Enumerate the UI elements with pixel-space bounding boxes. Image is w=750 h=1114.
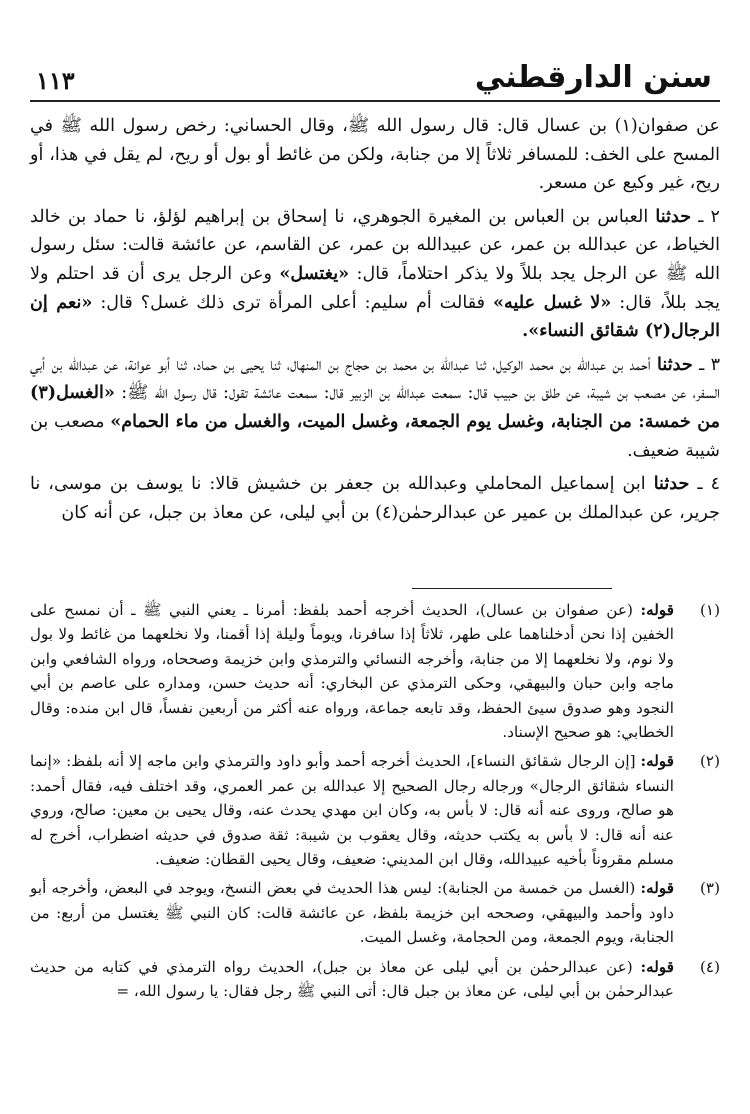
hadith-quote: «يغتسل» xyxy=(279,262,350,284)
hadith-quote: «لا غسل عليه» xyxy=(493,291,612,313)
footnote-divider xyxy=(412,588,612,589)
header-rule xyxy=(30,100,720,102)
footnote-lead: قوله: xyxy=(640,879,674,898)
page-header xyxy=(30,58,720,102)
book-title: سنن الدارقطني xyxy=(474,60,712,95)
hadith-quote: «الغسل(٣) من خمسة: من الجنابة، وغسل يوم الجمعة، وغسل الميت، والغسل من ماء الحمام» xyxy=(30,382,721,432)
page-number: ١١٣ xyxy=(36,66,75,95)
footnote-number: (٤) xyxy=(699,957,720,976)
main-text xyxy=(30,112,720,527)
hadith-text: ابن إسماعيل المحاملي وعبدالله بن جعفر بن خشيش قالا: نا يوسف بن موسى، نا جرير، عن عبدالملك بن عمير عن عبدالرحمٰن(٤) بن أبي ليلى، عن معاذ بن جبل، عن أنه كان xyxy=(30,474,720,523)
footnote-1 xyxy=(30,598,720,744)
footnote-number: (٢) xyxy=(699,752,720,771)
footnote-number: (١) xyxy=(699,601,720,619)
footnote-lead: قوله: xyxy=(640,957,674,976)
hadith-2 xyxy=(30,203,720,346)
footnote-lead: قوله: xyxy=(640,752,675,771)
hadith-text: وعن الرجل يرى أن قد احتلم ولا يجد بللاً، قال: xyxy=(30,263,721,313)
footnote-text: (عن عبدالرحمٰن بن أبي ليلى عن معاذ بن جبل)، الحديث رواه الترمذي في كتابه من حديث عبدالرحمٰن بن أبي ليلى، عن معاذ بن جبل قال: أتى النبي ﷺ رجل فقال: يا رسول الله، = xyxy=(30,957,674,1001)
footnote-text: (عن صفوان بن عسال)، الحديث أخرجه أحمد بلفظ: أمرنا ـ يعني النبي ﷺ ـ أن نمسح على الخفين إذا نحن أدخلناهما على طهر، ثلاثاً إذا سافرنا، ويوماً وليلة إذا أقمنا، ولا نخلعهما من غائط ولا بول ولا نوم، ولا نخلعهما إلا من جنابة، وأخرجه النسائي والترمذي وابن خزيمة وصححاه، ورواه الشافعي وابن ماجه وابن حبان والبيهقي، وحكى الترمذي عن البخاري: أنه حديث حسن، ومداره على عاصم بن أبي النجود وهو صدوق سيئ الحفظ، وقد تابعه جماعة، ورواه عنه أكثر من أربعين نفساً، قال ابن منده: وقال الخطابي: هو صحيح الإسناد. xyxy=(30,601,674,742)
paragraph-1: عن صفوان(١) بن عسال قال: قال رسول الله ﷺ، وقال الحساني: رخص رسول الله ﷺ في المسح على الخف: للمسافر ثلاثاً إلا من جنابة، ولكن من غائط أو بول أو ريح، لم يقل في هذا، أو ريح، غير وكيع عن مسعر. xyxy=(30,116,720,194)
hadith-3 xyxy=(30,351,720,465)
hadith-lead: حدثنا xyxy=(655,205,692,227)
footnote-text: [إن الرجال شقائق النساء]، الحديث أخرجه أحمد وأبو داود والترمذي وابن ماجه إلا أنه بلفظ: «إنما النساء شقائق الرجال» ورجاله رجال الصحيح إلا عبدالله بن عمر العمري، وقد اختلف فيه، فقال أحمد: هو صالح، وروى عنه أنه قال: لا بأس به، وكان ابن مهدي يحدث عنه، وقال يحيى بن معين: صالح، وروي عنه أنه قال: لا بأس به يكتب حديثه، وقال يعقوب بن شيبة: ثقة صدوق في حديثه اضطراب، أخرج له مسلم مقروناً بأخيه عبيدالله، وقال ابن المديني: ضعيف، وقال يحيى القطان: ضعيف. xyxy=(30,752,674,869)
hadith-lead: حدثنا xyxy=(657,353,693,375)
footnote-text: (الغسل من خمسة من الجنابة): ليس هذا الحديث في بعض النسخ، ويوجد في البعض، وأخرجه أبو داود وأحمد والبيهقي، وصححه ابن خزيمة بلفظ، عن عائشة قالت: كان النبي ﷺ يغتسل من أربع: من الجنابة، ويوم الجمعة، ومن الحجامة، وغسل الميت. xyxy=(30,879,674,947)
hadith-number: ٢ ـ xyxy=(698,206,720,227)
footnote-4 xyxy=(30,955,720,1004)
footnote-number: (٣) xyxy=(699,879,720,898)
hadith-quote: «نعم إن الرجال(٢) شقائق النساء». xyxy=(30,291,720,342)
hadith-text: فقالت أم سليم: أعلى المرأة ترى ذلك غسل؟ قال: xyxy=(100,292,486,313)
footnote-2 xyxy=(30,749,720,871)
hadith-lead: حدثنا xyxy=(653,473,690,495)
footnote-3 xyxy=(30,876,720,949)
hadith-number: ٤ ـ xyxy=(697,474,721,495)
footnote-lead: قوله: xyxy=(640,601,675,619)
footnotes xyxy=(30,598,720,1004)
hadith-4 xyxy=(30,470,720,527)
hadith-text: مصعب بن شيبة ضعيف. xyxy=(30,411,720,461)
hadith-text: العباس بن العباس بن المغيرة الجوهري، نا إسحاق بن إبراهيم لؤلؤ، نا حماد بن خالد الخياط، عن عبدالله بن عمر، عن عبيدالله بن عمر، عن القاسم، عن عائشة قالت: سئل رسول الله ﷺ عن الرجل يجد بللاً ولا يذكر احتلاماً، قال: xyxy=(30,206,721,284)
hadith-number: ٣ ـ xyxy=(699,354,721,375)
hadith-text: أحمد بن عبدالله بن محمد الوكيل، ثنا عبدالله بن محمد بن حجاج بن المنهال، ثنا يحيى بن حماد، ثنا أبو عوانة، عن عبدالله بن أبي السفر، عن مصعب بن شيبة، عن طلق بن حبيب قال: سمعت عبدالله بن الزبير قال: سمعت عائشة تقول: قال رسول الله ﷺ: xyxy=(30,354,720,404)
